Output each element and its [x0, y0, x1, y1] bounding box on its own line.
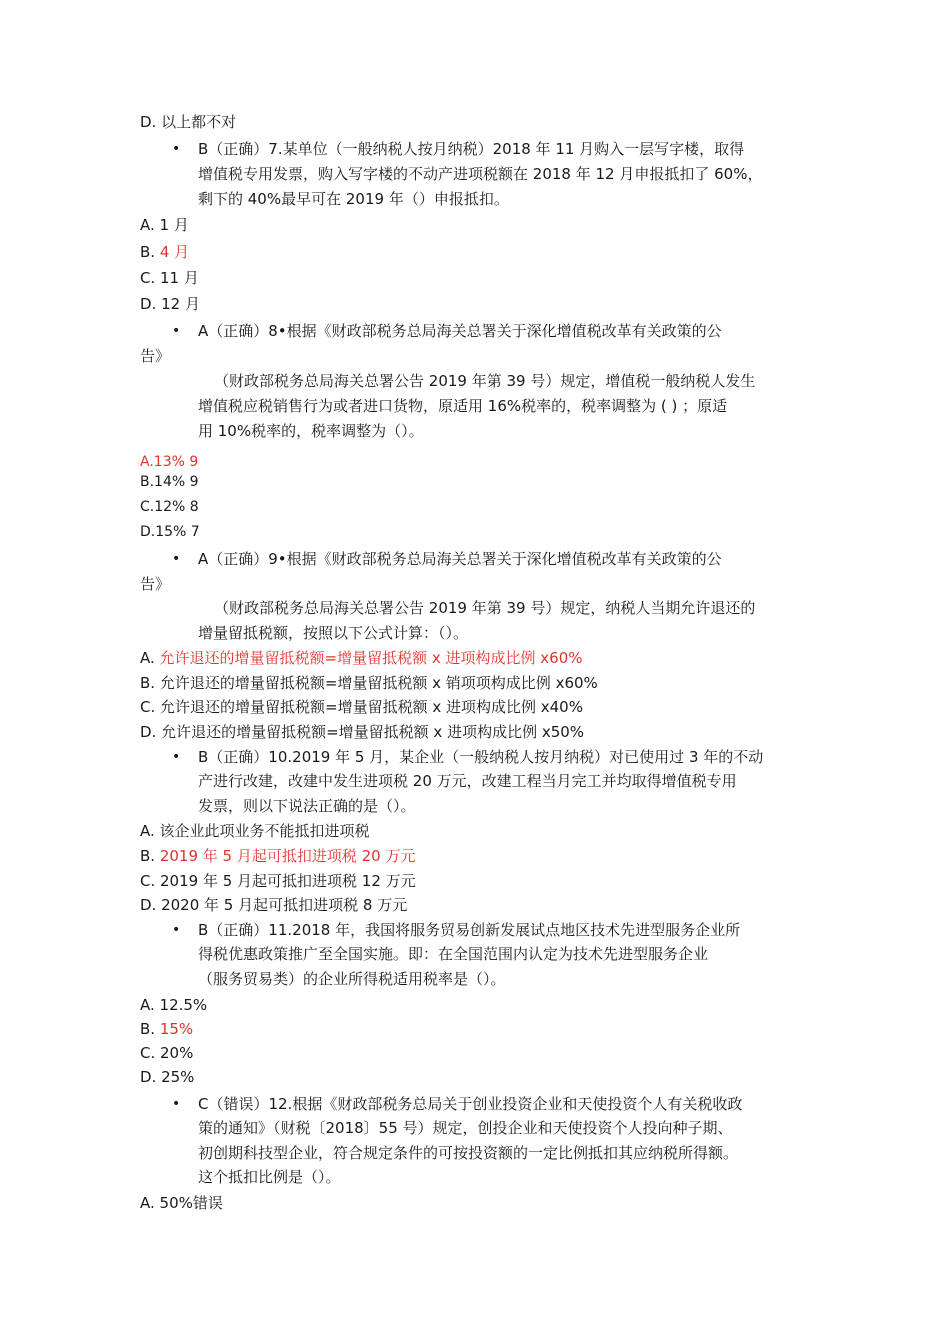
question-12-line-1: C（错误）12.根据《财政部税务总局关于创业投资企业和天使投资个人有关税收政	[198, 1095, 743, 1113]
question-11-line-2: 得税优惠政策推广至全国实施。即：在全国范围内认定为技术先进型服务企业	[198, 945, 709, 963]
option-d: D. 12 月	[140, 295, 200, 313]
option-a: A. 50%错误	[140, 1194, 223, 1212]
question-9-line-4: 增量留抵税额，按照以下公式计算：（）。	[198, 624, 469, 642]
question-10-line-2: 产进行改建，改建中发生进项税 20 万元，改建工程当月完工并均取得增值税专用	[198, 772, 737, 790]
option-c: C. 允许退还的增量留抵税额=增量留抵税额 x 进项构成比例 x40%	[140, 698, 583, 716]
option-b: B.14% 9	[140, 474, 199, 490]
question-7-line-2: 增值税专用发票，购入写字楼的不动产进项税额在 2018 年 12 月申报抵扣了 60%，	[198, 165, 763, 183]
option-d: D. 允许退还的增量留抵税额=增量留抵税额 x 进项构成比例 x50%	[140, 723, 585, 741]
question-10-line-3: 发票，则以下说法正确的是（）。	[198, 797, 416, 815]
bullet-icon: •	[172, 1096, 181, 1112]
option-b-correct: B. 15%	[140, 1020, 194, 1038]
question-9-line-2: 告》	[140, 575, 171, 593]
question-8-line-1: A（正确）8•根据《财政部税务总局海关总署关于深化增值税改革有关政策的公	[198, 322, 722, 340]
option-a: A. 12.5%	[140, 996, 208, 1014]
option-d: D. 2020 年 5 月起可抵扣进项税 8 万元	[140, 896, 408, 914]
option-c: C.12% 8	[140, 499, 199, 515]
question-9-line-1: A（正确）9•根据《财政部税务总局海关总署关于深化增值税改革有关政策的公	[198, 550, 722, 568]
option-a-correct: A. 允许退还的增量留抵税额=增量留抵税额 x 进项构成比例 x60%	[140, 649, 583, 667]
bullet-icon: •	[172, 749, 181, 765]
option-b-correct: B. 4 月	[140, 243, 190, 261]
question-10-line-1: B（正确）10.2019 年 5 月，某企业（一般纳税人按月纳税）对已使用过 3 年的不动	[198, 748, 764, 766]
option-b-correct: B. 2019 年 5 月起可抵扣进项税 20 万元	[140, 847, 416, 865]
bullet-icon: •	[172, 323, 181, 339]
option-a-correct: A.13% 9	[140, 454, 199, 470]
question-12-line-3: 初创期科技型企业，符合规定条件的可按投资额的一定比例抵扣其应纳税所得额。	[198, 1144, 739, 1162]
question-12-line-4: 这个抵扣比例是（）。	[198, 1168, 341, 1186]
question-9-line-3: （财政部税务总局海关总署公告 2019 年第 39 号）规定，纳税人当期允许退还的	[214, 599, 756, 617]
question-11-line-1: B（正确）11.2018 年，我国将服务贸易创新发展试点地区技术先进型服务企业所	[198, 921, 741, 939]
option-d: D.15% 7	[140, 524, 200, 540]
option-c: C. 2019 年 5 月起可抵扣进项税 12 万元	[140, 872, 416, 890]
question-7-line-3: 剩下的 40%最早可在 2019 年（）申报抵扣。	[198, 190, 509, 208]
option-b: B. 允许退还的增量留抵税额=增量留抵税额 x 销项项构成比例 x60%	[140, 674, 598, 692]
question-8-line-4: 增值税应税销售行为或者进口货物，原适用 16%税率的，税率调整为 ( ) ；原适	[198, 397, 728, 415]
question-12-line-2: 策的通知》（财税〔2018〕55 号）规定，创投企业和天使投资个人投向种子期、	[198, 1119, 733, 1137]
bullet-icon: •	[172, 141, 181, 157]
question-8-line-5: 用 10%税率的，税率调整为（）。	[198, 422, 424, 440]
question-7-line-1: B（正确）7.某单位（一般纳税人按月纳税）2018 年 11 月购入一层写字楼，取得	[198, 140, 745, 158]
option-c: C. 20%	[140, 1044, 194, 1062]
question-11-line-3: （服务贸易类）的企业所得税适用税率是（）。	[198, 970, 506, 988]
option-c: C. 11 月	[140, 269, 199, 287]
option-d: D. 25%	[140, 1068, 195, 1086]
question-8-line-2: 告》	[140, 347, 171, 365]
option-d: D. 以上都不对	[140, 113, 237, 131]
option-a: A. 该企业此项业务不能抵扣进项税	[140, 822, 370, 840]
question-8-line-3: （财政部税务总局海关总署公告 2019 年第 39 号）规定，增值税一般纳税人发生	[214, 372, 756, 390]
bullet-icon: •	[172, 922, 181, 938]
option-a: A. 1 月	[140, 216, 189, 234]
bullet-icon: •	[172, 551, 181, 567]
